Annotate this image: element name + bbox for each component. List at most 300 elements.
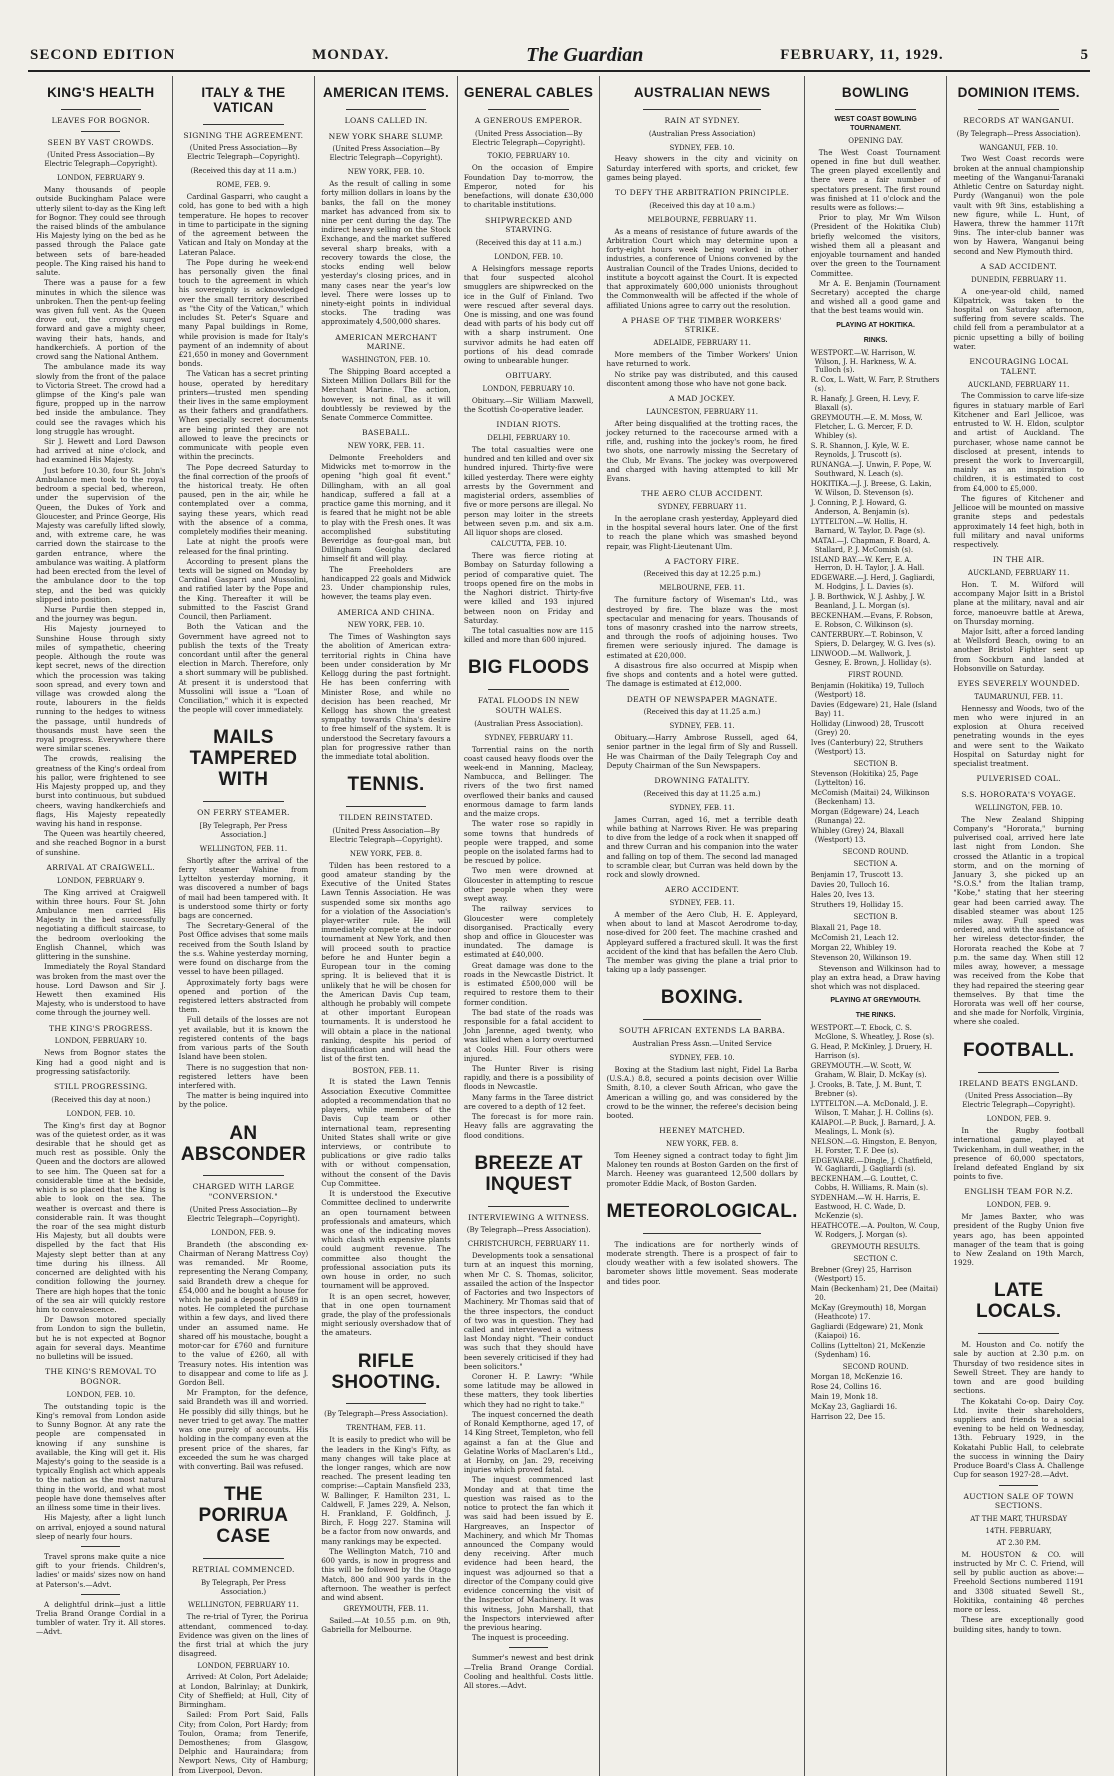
divider xyxy=(488,689,568,690)
paragraph: His Majesty journeyed to Sunshine House through sixty miles of sympathetic, cheering people. Although the route was kept secret, news of the direction which the procession was taking soon spread, and every town and village was crowded along the route, labourers in the fields running to the hedges to witness the passage, until hundreds of thousands must have seen the royal progress. Everywhere there were similar scenes. xyxy=(36,624,166,754)
headline: ITALY & THE VATICAN xyxy=(201,85,286,115)
credit-line: (United Press Association—By Electric Telegraph—Copyright). xyxy=(44,151,158,169)
paragraph: A one-year-old child, named Kilpatrick, was taken to the hospital on Saturday afternoon, suffering from severe scalds. The child fell from a perambulator at a picnic upsetting a billy of boiling water. xyxy=(953,286,1084,351)
rink-entry: J. B. Borthwick, W. J. Ashby, J. W. Beanland, J. L. Morgan (s). xyxy=(810,593,926,611)
column-1 xyxy=(30,76,173,1776)
paragraph: The King's first day at Bognor was of the quietest order, as it was desirable that he should get as much rest as possible. Only the Queen and the doctors are allowed to see him. The Queen sat for a considerable time at the bedside, which is so placed that the King is able to look on the sea. The weather is overcast and there is considerable rain. It was thought the roar of the sea might disturb His Majesty, but all doubts were dispelled by the fact that His Majesty slept better than at any time during his illness. All concerned are delighted with his condition following the journey. There are high hopes that the tonic of the sea air will quickly restore him to convalescence. xyxy=(36,1120,166,1314)
rink-entry: EDGEWARE.—J. Herd, J. Gagliardi, M. Hodgins, J. L. Davies (s). xyxy=(810,574,935,592)
credit-line: By Telegraph, Per Press Association.) xyxy=(200,1578,286,1596)
paragraph: Mr A. E. Benjamin (Tournament Secretary) accepted the charge and wished all a good game and that the best teams would win. xyxy=(810,278,941,316)
subheading: A GENEROUS EMPEROR. xyxy=(474,115,583,125)
paragraph: Developments took a sensational turn at an inquest this morning, when Mr C. S. Thomas, solicitor, assailed the action of the Inspector of Factories and two Inspectors of Machinery. Mr Thomas said that of the three inspectors, the conduct of two was in question. They had called and interviewed a witness last Monday night. "Their conduct was such that they should have been severely criticised if they had been solicitors." xyxy=(463,1251,594,1371)
rink-entry: ISLAND BAY.—W. Kerr, E. A. Herron, D. H. Taylor, J. A. Hall. xyxy=(810,555,925,573)
subheading: TILDEN REINSTATED. xyxy=(339,813,433,823)
subheading: INTERVIEWING A WITNESS. xyxy=(468,1212,590,1222)
subheading: THE AERO CLUB ACCIDENT. xyxy=(641,489,763,499)
rink-entry: S. R. Shannon, J. Kyle, W. E. Reynolds, J. Truscott (s). xyxy=(810,442,910,460)
rink-entry: WESTPORT.—T. Ebock, C. S. McGlone, S. Wheatley, J. Rose (s). xyxy=(810,1024,935,1042)
paragraph: The total casualties now are 115 killed and more than 600 injured. xyxy=(463,625,594,645)
paragraph: The inquest concerned the death of Ronald Kempthorne, aged 17, of 14 King Street, Templeton, who fell against a fan at the Glue and Gelatine Works of MacLaren's Ltd., at Hornby, on Jan. 29, receiving injuries which proved fatal. xyxy=(463,1409,594,1475)
dateline: NEW YORK, FEB. 10. xyxy=(347,168,425,177)
paragraph: The matter is being inquired into by the police. xyxy=(178,1091,309,1110)
subheading: AUCTION SALE OF TOWN SECTIONS. xyxy=(963,1491,1074,1511)
subheading: FATAL FLOODS IN NEW SOUTH WALES. xyxy=(477,696,580,715)
rink-entry: HOKITIKA.—J. J. Breese, G. Lakin, W. Wilson, D. Stevenson (s). xyxy=(810,479,932,497)
dateline: LONDON, FEBRUARY 9. xyxy=(56,174,145,183)
divider xyxy=(203,124,283,125)
paragraph: The Hunter River is rising rapidly, and there is a possibility of floods in Newcastle. xyxy=(463,1064,594,1092)
result-entry: McKay 23, Gagliardi 16. xyxy=(810,1403,898,1412)
credit-line: (United Press Association—By Electric Telegraph—Copyright). xyxy=(329,145,443,163)
edition-label: SECOND EDITION xyxy=(30,46,176,63)
paragraph: The water rose so rapidly in some towns that hundreds of people were trapped, and some people on the isolated farms had to be rescued by police. xyxy=(463,819,594,866)
result-entry: Rose 24, Collins 16. xyxy=(810,1383,882,1392)
dateline: GREYMOUTH, FEB. 11. xyxy=(343,1605,429,1614)
subheading: DROWNING FATALITY. xyxy=(654,776,750,786)
credit-line: [By Telegraph, Per Press Association.] xyxy=(199,821,288,839)
credit-line: (By Telegraph—Press Association). xyxy=(466,1226,591,1235)
dateline: WANGANUI, FEB. 10. xyxy=(979,143,1058,152)
paragraph: The New Zealand Shipping Company's "Hororata," burning pulverised coal, arrived here late last night from London. She crossed the Atlantic in a tropical storm, and on the morning of January 3, she picked up an "S.O.S." from the Italian tramp, "Kobe," stating that her steering gear had been carried away. The disabled steamer was about 125 miles away. Full speed was ordered, and with the assistance of her wireless detector-finder, the Hororata reached the Kobe at 7 p.m. the same day. When still 12 miles away, however, a message was received from the Kobe that they had repaired the steering gear themselves. By that time the Hororata was well off her course, and she made for Norfolk, Virginia, where she coaled. xyxy=(953,814,1084,1027)
rink-entry: J. Crooks, B. Tate, J. M. Bunt, T. Brebner (s). xyxy=(810,1080,922,1098)
paragraph: Mr Frampton, for the defence, said Brandeth was ill and worried. He possibly did silly things, but he never tried to get away. The matter was one purely of accounts. His holding in the company even at the present price of the shares, far exceeded the sum he was charged with converting. Bail was refused. xyxy=(178,1388,309,1471)
subheading: SECOND ROUND. xyxy=(842,1362,909,1371)
headline: RIFLE SHOOTING. xyxy=(331,1350,441,1393)
rink-entry: R. Hanafy, J. Green, H. Levy, F. Blaxall (s). xyxy=(810,395,920,413)
credit-line: (By Telegraph—Press Association). xyxy=(956,129,1081,138)
paragraph: A disastrous fire also occurred at Mispip when five shops and contents and a hotel were gutted. The damage is estimated at £12,000. xyxy=(606,660,798,689)
subheading: AT THE MART, THURSDAY xyxy=(970,1514,1068,1523)
dateline: DUNEDIN, FEBRUARY 11. xyxy=(970,275,1067,284)
paragraph: It is understood the Executive Committee declined to underwrite an open tournament between professionals and amateurs, which was one of the indicating moves which clash with expensive plants could augment revenue. The committee also thought the professional association puts its own house in order, no such tournament will be approved. xyxy=(321,1189,451,1291)
result-entry: Gagliardi (Edgeware) 21, Monk (Kaiapoi) 16. xyxy=(810,1322,923,1340)
subheading: SECOND ROUND. xyxy=(842,848,909,857)
subheading: IRELAND BEATS ENGLAND. xyxy=(959,1078,1079,1088)
subheading: CHARGED WITH LARGE "CONVERSION." xyxy=(192,1182,295,1202)
result-entry: McKay (Greymouth) 18, Morgan (Heathcote) 17. xyxy=(810,1303,927,1321)
paragraph: As a means of resistance of future awards of the Arbitration Court which may determine upon a forty-eight hours week being worked in other industries, a conference of Unions convened by the Australian Council of the Trades Unions, decided to institute a boycott against the Court. It is expected that approximately 600,000 unionists throughout the Commonwealth will be affected if the whole of affiliated Unions agree to carry out the resolution. xyxy=(606,226,798,310)
dateline: WELLINGTON, FEB. 10. xyxy=(975,803,1063,812)
rink-entry: RUNANGA.—J. Unwin, F. Pope, W. Southward, N. Leach (s). xyxy=(810,460,932,478)
rink-entry: EDGEWARE.—Dingle, J. Chatfield, W. Gagliardi, J. Gagliardi (s). xyxy=(810,1156,933,1174)
dateline: SYDNEY, FEB. 11. xyxy=(669,803,735,812)
paragraph: There was fierce rioting at Bombay on Saturday following a period of comparative quiet. The troops opened fire on the mobs in the Naghori district. Thirty-five were killed and 193 injured between noon on Friday and Saturday. xyxy=(463,551,594,625)
newspaper-title: The Guardian xyxy=(526,43,644,66)
received-note: (Received this day at 10 a.m.) xyxy=(649,201,755,210)
rink-entry: J. Conning, P. J. Howard, G. Anderson, A. Benjamin (s). xyxy=(810,498,910,516)
headline: BOWLING xyxy=(841,85,910,100)
dateline: AUCKLAND, FEBRUARY 11. xyxy=(968,568,1070,577)
subheading: A MAD JOCKEY. xyxy=(668,393,736,403)
subheading: RINKS. xyxy=(863,336,888,344)
dateline: SYDNEY, FEB. 11. xyxy=(669,722,735,731)
paragraph: It is stated the Lawn Tennis Association Executive Committee adopted a recommendation that no players, while members of the Davis Cup team or other international team, representing United States shall write or give interviews, or contribute to publications or give radio talks with or without compensation, without the consent of the Davis Cup Committee. xyxy=(321,1077,451,1188)
subheading: PULVERISED COAL. xyxy=(976,774,1061,784)
received-note: (Received this day at 12.25 p.m.) xyxy=(643,570,761,579)
dateline: WASHINGTON, FEB. 10. xyxy=(341,356,431,365)
paragraph: After being disqualified at the trotting races, the jockey returned to the racecourse armed with a rifle, and, rushing into the jockey's room, he fired two shots, one narrowly missing the Secretary of the Club, Mr Evans. The jockey was overpowered and charged with having attempted to kill Mr Evans. xyxy=(606,418,798,483)
paragraph: Coroner H. P. Lawry: "While some latitude may be allowed in these matters, they took liberties which they had no right to take." xyxy=(463,1372,594,1409)
paragraph: The railway services to Gloucester were completely disorganised. Practically every shop and office in Gloucester was inundated. The damage is estimated at £40,000. xyxy=(463,904,594,960)
paragraph: The inquest commenced last Monday and at that time the question was raised as to the notice to protect the fan which it was said had been issued by E. Hargreaves, an Inspector of Machinery, and which Mr Thomas announced the Company would deny receiving. After much evidence had been heard, the inquest was adjourned so that a director of the Company could give evidence concerning the visit of the Inspector of Machinery. It was this witness, John Marshall, that the Inspectors interviewed after the previous hearing. xyxy=(463,1475,594,1632)
paragraph: The figures of Kitchener and Jellicoe will be mounted on massive granite steps and pedestals approximately 14 feet high, both in full military and naval uniforms respectively. xyxy=(953,493,1084,549)
paragraph: According to present plans the texts will be signed on Monday by Cardinal Gasparri and Mussolini, and ratified later by the Pope and the King. Thereafter it will be submitted to the Fascist Grand Council, then Parliament. xyxy=(178,556,309,622)
rink-entry: BECKENHAM.—G. Louttet, C. Cobbs, H. Williams, R. Main (s). xyxy=(810,1175,929,1193)
paragraph: Approximately forty bags were opened and portion of the registered letters abstracted from them. xyxy=(178,977,309,1015)
subheading: WEST COAST BOWLING TOURNAMENT. xyxy=(834,115,917,132)
paragraph: The outstanding topic is the King's removal from London aside to Sunny Bognor. At any rate the people are compensated in knowing if any sunshine is available, the King will get it. His Majesty's going to the seaside is a typically English act which appeals to the nation as the most natural thing in the world, and what most people have done themselves after an illness some time in their lives. xyxy=(36,1401,166,1513)
subheading: 14TH. FEBRUARY, xyxy=(985,1526,1052,1535)
dateline: LONDON, FEB. 9. xyxy=(986,1201,1051,1210)
subheading: AMERICA AND CHINA. xyxy=(337,607,435,617)
dateline: SYDNEY, FEBRUARY 11. xyxy=(484,733,573,742)
paragraph: The Vatican has a secret printing house, operated by hereditary printers—trusted men spending their lives in the same employment as their fathers and grandfathers. When specially secret documents are being printed they are not allowed to leave the precincts or communicate with people even within the precincts. xyxy=(178,369,309,462)
headline: BIG FLOODS xyxy=(468,657,590,679)
paragraph: Obituary.—Harry Ambrose Russell, aged 64, senior partner in the legal firm of Sly and Russell. He was Chairman of the Daily Telegraph Coy and Deputy Chairman of the Sun Newspapers. xyxy=(606,733,798,770)
paragraph: The forecast is for more rain. Heavy falls are aggravating the flood conditions. xyxy=(463,1112,594,1140)
subheading: PLAYING AT HOKITIKA. xyxy=(836,321,915,329)
paragraph: More members of the Timber Workers' Union have returned to work. xyxy=(606,350,798,369)
dateline: SYDNEY, FEB. 11. xyxy=(669,898,735,907)
headline: GENERAL CABLES xyxy=(464,85,594,100)
paragraph: In the aeroplane crash yesterday, Appleyard died in the hospital several hours later. One of the first to reach the plane which was smashed beyond repair, was Flight-Lieutenant Ulm. xyxy=(606,513,798,551)
result-entry: Morgan 18, McKenzie 16. xyxy=(810,1373,903,1382)
paragraph: The ambulance made its way slowly from the front of the palace to Victoria Street. The crowd had a glimpse of the King's pale wan figure, propped up in the narrow bed inside the ambulance. They could see the ravages which his long struggle has wrought. xyxy=(36,362,166,436)
credit-line: (United Press Association—By Electric Telegraph—Copyright). xyxy=(186,144,300,162)
subheading: HEENEY MATCHED. xyxy=(659,1126,746,1136)
paragraph: Two West Coast records were broken at the annual championship meeting of the Wanganui-Taranaki Athletic Centre on Saturday night. Purdy (Wanganui) won the pole vault with 9ft 3ins, establishing a new figure, while L. Hunt, of Hawera, threw the hammer 117ft 9ins. The inter-club banner was won by Hawera, Wanganui being second and New Plymouth third. xyxy=(953,154,1084,256)
result-entry: Holliday (Linwood) 28, Truscott (Grey) 20. xyxy=(810,719,924,737)
subheading: A SAD ACCIDENT. xyxy=(980,261,1057,271)
paragraph: Stevenson and Wilkinson had to play an extra head, a Draw having shot which was not displaced. xyxy=(810,963,941,992)
divider xyxy=(81,1594,120,1595)
paragraph: It is an open secret, however, that in one open tournament grade, the play of the professionals might seriously overshadow that of the amateurs. xyxy=(321,1291,451,1338)
result-entry: Davies (Edgeware) 21, Hale (Island Bay) 11. xyxy=(810,700,937,718)
divider xyxy=(643,109,762,110)
dateline: SYDNEY, FEB. 10. xyxy=(669,1053,735,1062)
advertisement: Summer's newest and best drink—Trelia Brand Orange Cordial. Cooling and healthful. Costs little. All stores.—Advt. xyxy=(463,1653,594,1691)
credit-line: (By Telegraph—Press Association). xyxy=(324,1410,448,1419)
paragraph: In the Rugby football international game, played at Twickenham, in dull weather, in the presence of 60,000 spectators, Ireland defeated England by six points to five. xyxy=(953,1126,1084,1182)
dateline: LONDON, FEB. 10. xyxy=(66,1390,136,1399)
dateline: TRENTHAM, FEB. 11. xyxy=(346,1424,426,1433)
result-entry: Davies 20, Tulloch 16. xyxy=(810,880,890,889)
divider xyxy=(346,109,426,110)
masthead xyxy=(30,40,1088,70)
paragraph: Late at night the proofs were released for the final printing. xyxy=(178,537,309,556)
subheading: A FACTORY FIRE. xyxy=(664,556,740,566)
divider xyxy=(203,801,283,802)
paragraph: As the result of calling in some forty million dollars in loans by the banks, the fall on the money market has advanced from six to nine per cent during the day. The indirect heavy selling on the Stock Exchange, and the market suffered several sharp breaks, with a recovery towards the close, the stocks ending well below yesterday's closing prices, and in many cases near the year's low level. There were losses up to ninety-eight points in individual stocks. The trading was approximately 4,500,000 shares. xyxy=(321,179,451,327)
received-note: (Received this day at 11 a.m.) xyxy=(190,167,297,176)
subheading: BASEBALL. xyxy=(361,428,411,438)
issue-date: FEBRUARY, 11, 1929. xyxy=(780,46,944,63)
subheading: RAIN AT SYDNEY. xyxy=(664,115,740,125)
paragraph: The bad state of the roads was responsible for a fatal accident to John Jarenne, aged twenty, who was killed when a lorry overturned at Cooks Hill. Four others were injured. xyxy=(463,1007,594,1063)
received-note: (Received this day at 11.25 a.m.) xyxy=(643,708,761,717)
paragraph: Prior to play, Mr Wm Wilson (President of the Hokitika Club) briefly welcomed the visitors, wished them all a pleasant and enjoyable tournament and handed over the green to the Tournament Committee. xyxy=(810,213,941,278)
masthead-rule xyxy=(28,70,1090,72)
paragraph: Many thousands of people outside Buckingham Palace were utterly silent to-day as the King left for Bognor. They could see through the raised blinds of the ambulance His Majesty lying on the bed as he passed through the Palace gate between sets of bare-headed people. The King raised his hand to salute. xyxy=(36,185,166,278)
paragraph: The Kokatahi Co-op. Dairy Coy. Ltd. invite their shareholders, suppliers and friends to a social evening to be held on Wednesday, 13th. February 1929, in the Kokatahi Public Hall, to celebrate the success in winning the Dairy Produce Board's Class A. Challenge Cup for season 1927-28.—Advt. xyxy=(953,1396,1084,1480)
subheading: EYES SEVERELY WOUNDED. xyxy=(957,679,1080,689)
paragraph: Obituary.—Sir William Maxwell, the Scottish Co-operative leader. xyxy=(463,395,594,415)
subheading: SECTION B. xyxy=(853,759,898,768)
dateline: NEW YORK, FEB. 10. xyxy=(347,621,425,630)
paragraph: The Pope decreed Saturday to the final correction of the proofs of the historical treaty. He often paused, pen in the air, while he contemplated over a comma, saying these years, which read with the absence of a comma, completely modifies their meaning. xyxy=(178,462,309,537)
subheading: AT 2.30 P.M. xyxy=(996,1538,1041,1547)
paragraph: Immediately the Royal Standard was broken from the mast over the house. Lord Dawson and Sir J. Hewett then examined His Majesty, who is understood to have come through the journey well. xyxy=(36,962,166,1018)
rink-entry: WESTPORT.—W. Harrison, W. Wilson, J. H. Harkness, W. A. Tulloch (s). xyxy=(810,348,917,375)
paragraph: The indications are for northerly winds of moderate strength. There is a prospect of fair to cloudy weather with a few isolated showers. The barometer shows little movement. Seas moderate and tides poor. xyxy=(606,1239,798,1286)
subheading: S.S. HORORATA'S VOYAGE. xyxy=(961,789,1077,799)
dateline: SYDNEY, FEBRUARY 11. xyxy=(657,502,747,511)
result-entry: Morgan (Edgeware) 24, Leach (Runanga) 22. xyxy=(810,808,920,826)
paragraph: Delmonte Freeholders and Midwicks met to-morrow in the opening "high goal fit event." Dillingham, with an all goal handicap, suffered a fall at a practice game this morning, and it is feared that he might not be able to play with the Fresh ones. It was accomplished substituting Beveridge as four-goal man, but Dillingham Geoigha declared himself fit and will play. xyxy=(321,453,451,564)
dateline: LONDON, FEBRUARY 10. xyxy=(54,1037,147,1046)
rink-entry: G. Head, P. McKinley, J. Druery, H. Harrison (s). xyxy=(810,1043,933,1061)
rink-entry: KAIAPOI.—P. Buck, J. Barnard, J. A. Mealings, L. Monk (s). xyxy=(810,1118,936,1136)
paragraph: The furniture factory of Wiseman's Ltd., was destroyed by fire. The blaze was the most spectacular and menacing for years. Thousands of tons of masonry crashed into the narrow streets, and through the roofs of adjoining houses. Two firemen were seriously injured. The damage is estimated at £20,000. xyxy=(606,595,798,660)
paragraph: M. Houston and Co. notify the sale by auction at 2.30 p.m. on Thursday of two residence sites in Sewell Street. They are handy to town and are good building sections. xyxy=(953,1340,1084,1396)
dateline: ROME, FEB. 9. xyxy=(216,181,271,190)
rink-entry: GREYMOUTH.—E. M. Moss, W. Fletcher, L. G. Mercer, F. D. Whibley (s). xyxy=(810,414,923,441)
headline: MAILS TAMPERED WITH xyxy=(189,727,298,791)
divider xyxy=(978,1333,1059,1334)
headline: TENNIS. xyxy=(347,774,425,796)
rink-entry: NELSON.—G. Hingston, E. Benyon, H. Forster, T. F. Dee (s). xyxy=(810,1137,938,1155)
divider xyxy=(488,109,568,110)
dateline: AUCKLAND, FEBRUARY 11. xyxy=(968,380,1070,389)
result-entry: Harrison 22, Dee 15. xyxy=(810,1413,886,1422)
subheading: ARRIVAL AT CRAIGWELL. xyxy=(46,862,156,872)
dateline: NEW YORK, FEB. 8. xyxy=(349,849,423,858)
headline: AUSTRALIAN NEWS xyxy=(633,85,771,100)
divider xyxy=(509,1647,548,1648)
headline: KING'S HEALTH xyxy=(47,85,155,100)
paragraph: Dr Dawson motored specially from London to sign the bulletin, but he is not expected at Bognor again for several days. Meantime no bulletins will be issued. xyxy=(36,1315,166,1362)
subheading: OBITUARY. xyxy=(505,371,552,381)
paragraph: On the occasion of Empire Foundation Day to-morrow, the Emperor, noted for his benefactions, will donate £30,000 to charitable institutions. xyxy=(463,163,594,210)
paragraph: No strike pay was distributed, and this caused discontent among those who have not gone back. xyxy=(606,369,798,388)
dateline: LONDON, FEBRUARY 10. xyxy=(482,384,575,393)
divider xyxy=(999,1485,1038,1486)
headline: THE PORIRUA CASE xyxy=(198,1484,289,1547)
paragraph: Shortly after the arrival of the ferry steamer Wahine from Lyttelton yesterday morning, it was discovered a number of bags of mail had been tampered with. It is understood some thirty or forty bags are concerned. xyxy=(178,855,309,921)
column-3 xyxy=(315,76,458,1776)
paragraph: The Freeholders are handicapped 22 goals and Midwick 23. Under championship rules, however, the teams play even. xyxy=(321,564,451,602)
paragraph: Just before 10.30, four St. John's Ambulance men took to the royal bedroom a special bed, whereon, under the supervision of the Queen, the Dukes of York and Gloucester, and Prince George, His Majesty was carefully lifted slowly, and, with extreme care, he was carried down the staircase to the garden entrance, where the ambulance was waiting. A platform had been erected from the level of the ambulance door to the top step, and the bed was quickly slipped into position. xyxy=(36,465,166,604)
rink-entry: CANTERBURY.—T. Robinson, V. Spiers, D. Delargey, W. G. Ives (s). xyxy=(810,631,936,649)
paragraph: The West Coast Tournament opened in fine but dull weather. The green played excellently and there were a fair number of spectators present. The first round was finished at 11 o'clock and the results were as follows:— xyxy=(810,147,941,213)
paragraph: News from Bognor states the King had a good night and is progressing satisfactorily. xyxy=(36,1048,166,1076)
headline: DOMINION ITEMS. xyxy=(957,85,1080,100)
paragraph: Arrived: At Colon, Port Adelaide; at London, Balrinlay; at Dunkirk, City of Sheffield; at Hull, City of Birmingham. xyxy=(178,1672,309,1710)
paragraph: Torrential rains on the north coast caused heavy floods over the week-end in Manning, Macleay, Nambucca, and Bellinger. The rivers of the two first named overflowed their banks and caused enormous damage to farm lands and the maize crops. xyxy=(463,744,594,819)
subheading: AERO ACCIDENT. xyxy=(664,885,740,895)
subheading: PLAYING AT GREYMOUTH. xyxy=(830,997,921,1005)
subheading: ENGLISH TEAM FOR N.Z. xyxy=(964,1187,1074,1197)
paragraph: The Queen was heartily cheered, and she reached Bognor in a burst of sunshine. xyxy=(36,829,166,857)
subheading: RECORDS AT WANGANUI. xyxy=(963,115,1075,125)
dateline: WELLINGTON, FEBRUARY 11. xyxy=(188,1601,299,1610)
rink-entry: BECKENHAM.—Evans, F. Robson, E. Robson, C. Wilkinson (s). xyxy=(810,612,933,630)
paragraph: Mr James Baxter, who was president of the Rugby Union five years ago, has been appointed manager of the team that is going to New Zealand on 19th March, 1929. xyxy=(953,1212,1084,1268)
credit-line: (United Press Association—By Electric Telegraph—Copyright). xyxy=(329,826,443,844)
result-entry: Benjamin (Hokitika) 19, Tulloch (Westport) 18. xyxy=(810,681,925,699)
headline: METEOROLOGICAL. xyxy=(606,1200,798,1222)
weekday-label: MONDAY. xyxy=(312,46,390,63)
result-entry: McComish (Maitai) 24, Wilkinson (Beckenham) 13. xyxy=(810,789,930,807)
divider xyxy=(346,1403,426,1404)
paragraph: These are exceptionally good building sites, handy to town. xyxy=(953,1615,1084,1634)
dateline: BOSTON, FEB. 11. xyxy=(352,1066,420,1075)
paragraph: Major Isitt, after a forced landing at Wellsford Beach, owing to an another Bristol Fighter sent up from Sockburn and landed at Hobsonville on Saturday. xyxy=(953,626,1084,673)
paragraph: Two men were drowned at Gloucester in attempting to rescue other people when they were swept away. xyxy=(463,866,594,904)
paragraph: Hon. T. M. Wilford will accompany Major Isitt in a Bristol plane at the military, naval and air force, manoeuvre battle at Arewa, on Thursday morning. xyxy=(953,579,1084,626)
paragraph: The Shipping Board accepted a Sixteen Million Dollars Bill for the Merchant Marine. The action, however, is not final, as it will doubtlessly be reviewed by the Senate Commerce Committee. xyxy=(321,367,451,423)
headline: BREEZE AT INQUEST xyxy=(474,1152,583,1195)
paragraph: Tom Heeney signed a contract today to fight Jim Maloney ten rounds at Boston Garden on the first of March. Heeney was guaranteed 12,500 dollars by promoter Eddie Mack, of Boston Garden. xyxy=(606,1150,798,1188)
dateline: CHRISTCHURCH, FEBRUARY 11. xyxy=(467,1240,590,1249)
paragraph: A Helsingfors message reports that four suspected alcohol smugglers are shipwrecked on the ice in the Gulf of Finland. Two were rescued after several days. One is missing, and one was found dead with parts of his body cut off with a sharp instrument. One survivor admits he had eaten off portions of his dead comrade owing to unbearable hunger. xyxy=(463,263,594,366)
result-entry: Collins (Lyttelton) 21, McKenzie (Sydenham) 16. xyxy=(810,1341,926,1359)
subheading: DEATH OF NEWSPAPER MAGNATE. xyxy=(626,694,778,704)
column-2 xyxy=(173,76,316,1776)
result-entry: Main 19, Monk 18. xyxy=(810,1393,878,1402)
subheading: LOANS CALLED IN. xyxy=(344,115,428,125)
headline: FOOTBALL. xyxy=(962,1039,1075,1061)
dateline: NEW YORK, FEB. 11. xyxy=(347,442,425,451)
subheading: FIRST ROUND. xyxy=(847,670,904,679)
received-note: (Received this day at noon.) xyxy=(51,1095,151,1104)
divider xyxy=(81,1546,120,1547)
dateline: TAUMARUNUI, FEB. 11. xyxy=(974,692,1063,701)
divider xyxy=(488,1206,568,1207)
paragraph: The King arrived at Craigwell within three hours. Four St. John Ambulance men carried His Majesty in the bed successfully negotiating a difficult staircase, to the bedroom overlooking the English Channel, which was glittering in the sunshine. xyxy=(36,887,166,962)
subheading: THE RINKS. xyxy=(855,1012,896,1020)
paragraph: Heavy showers in the city and vicinity on Saturday interfered with sports, and cricket, few games being played. xyxy=(606,154,798,182)
divider xyxy=(61,109,141,110)
rink-entry: SYDENHAM.—W. H. Harris, E. Eastwood, H. C. Wade, D. McKenzie (s). xyxy=(810,1194,921,1221)
rink-entry: LYTTELTON.—A. McDonald, J. E. Wilson, T. Mahar, J. H. Collins (s). xyxy=(810,1099,934,1117)
divider xyxy=(203,1175,283,1176)
dateline: LONDON, FEB. 9. xyxy=(986,1115,1051,1124)
rink-entry: GREYMOUTH.—W. Scott, W. Graham, W. Blair, D. McKay (s). xyxy=(810,1061,927,1079)
page-number: 5 xyxy=(1080,46,1088,63)
subheading: ENCOURAGING LOCAL TALENT. xyxy=(969,357,1069,376)
subheading: STILL PROGRESSING. xyxy=(53,1081,148,1091)
credit-line: Australian Press Assn.—United Service xyxy=(632,1040,772,1049)
result-entry: Ives (Canterbury) 22, Struthers (Westport) 13. xyxy=(810,738,923,756)
column-6 xyxy=(805,76,948,1776)
paragraph: Cardinal Gasparri, who caught a cold, has gone to bed with a high temperature. He hopes to recover in time to participate in the signing of the agreement between the Vatican and Italy on Monday at the Lateran Palace. xyxy=(178,192,309,257)
dateline: DELHI, FEBRUARY 10. xyxy=(487,434,571,443)
column-5 xyxy=(600,76,804,1776)
paragraph: Many farms in the Taree district are covered to a depth of 12 feet. xyxy=(463,1092,594,1111)
divider xyxy=(835,109,915,110)
divider xyxy=(978,109,1059,110)
paragraph: Boxing at the Stadium last night, Fidel La Barba (U.S.A.) 8.8, secured a points decision over Willie Smith, 8.10, a clever South African, who gave the American a willing go, and was considered by the crowd to be the winner, the referee's decision being booted. xyxy=(606,1064,798,1121)
headline: AMERICAN ITEMS. xyxy=(323,85,450,100)
subheading: THE KING'S REMOVAL TO BOGNOR. xyxy=(45,1367,157,1386)
paragraph: It is easily to predict who will be the leaders in the King's Fifty, as many changes will take place at the longer ranges, which are now reached. The present leading ten comprise:—Captain Mansfield 233, W. Ballinger, F. Hamilton 231, L. Caldwell, F. James 229, A. Nelson, H. Frankland, F. Goldfinch, J. Birch, F. Hogg 227. Stamina will be a factor from now onwards, and many rankings may be expected. xyxy=(321,1435,451,1546)
result-entry: Hales 20, Ives 13. xyxy=(810,890,875,899)
rink-entry: HEATHCOTE.—A. Poulton, W. Coup, W. Rodgers, J. Morgan (s). xyxy=(810,1222,940,1240)
column-4 xyxy=(458,76,601,1776)
rink-entry: LYTTELTON.—W. Hollis, H. Barnard, W. Taylor, D. Page (s). xyxy=(810,517,926,535)
result-entry: Morgan 22, Whibley 19. xyxy=(810,943,897,952)
subheading: SIGNING THE AGREEMENT. xyxy=(183,130,304,140)
result-entry: Benjamin 17, Truscott 13. xyxy=(810,871,904,880)
received-note: (Received this day at 11 a.m.) xyxy=(475,238,582,247)
subheading: LEAVES FOR BOGNOR. xyxy=(51,115,150,125)
paragraph: James Curran, aged 16, met a terrible death while bathing at Narrows River. He was preparing to dive from the ledge of a rock when it snapped off and threw Curran and his companion into the water and falling on top of them. The second lad managed to scramble clear, but Curran was held down by the rock and slowly drowned. xyxy=(606,814,798,879)
divider xyxy=(643,1233,762,1234)
paragraph: His Majesty, after a light lunch on arrival, enjoyed a sound natural sleep of nearly four hours. xyxy=(36,1513,166,1541)
paragraph: The Pope during he week-end has personally given the final touch to the agreement in which his sovereignty is acknowledged over the small territory described as "the City of the Vatican," which includes St. Peter's Square and many Papal buildings in Rome, while provision is made for Italy's payment of an indemnity of about £21,650 in money and Government bonds. xyxy=(178,257,309,369)
result-entry: Main (Beckenham) 21, Dee (Maitai) 20. xyxy=(810,1284,938,1302)
paragraph: Great damage was done to the roads in the Newcastle District. It is estimated £500,000 will be required to restore them to their former condition. xyxy=(463,960,594,1007)
dateline: LONDON, FEB. 10. xyxy=(494,252,563,261)
divider xyxy=(346,806,426,807)
paragraph: The Times of Washington says the abolition of American extra-territorial rights in China have been under consideration by Mr Kellogg during the past fortnight. He has been conferring with Minister Rose, and while no decision has been reached, Mr Kellogg has shown the greatest sympathy towards China's desire to free himself of the system. It is understood the Secretary favours a plan for progressive rather than the immediate total abolition. xyxy=(321,632,451,762)
result-entry: Stevenson 20, Wilkinson 19. xyxy=(810,953,912,962)
divider xyxy=(978,1072,1059,1073)
subheading: GREYMOUTH RESULTS. xyxy=(831,1243,921,1252)
subheading: RETRIAL COMMENCED. xyxy=(192,1564,295,1574)
divider xyxy=(203,1558,283,1559)
result-entry: McComish 21, Leach 12. xyxy=(810,933,899,942)
paragraph: M. HOUSTON & CO. will instructed by Mr C. C. Friend, will sell by public auction as above:—Freehold Sections numbered 1191 and 3308 situated Sewell St., Hokitika, containing 48 perches more or less. xyxy=(953,1549,1084,1615)
paragraph: Hennessy and Woods, two of the men who were injured in an explosion at Ohura received penetrating wounds in the eyes and were sent to the Waikato Hospital on Saturday night for specialist treatment. xyxy=(953,703,1084,769)
subheading: SOUTH AFRICAN EXTENDS LA BARBA. xyxy=(619,1026,786,1036)
paragraph: There is no suggestion that non-registered letters have been interfered with. xyxy=(178,1062,309,1090)
subheading: SECTION B. xyxy=(853,912,898,921)
paragraph: There was a pause for a few minutes in which the silence was unbroken. Then the pent-up feeling was given full vent. As the Queen drove out, the crowd surged forward and gave a mighty cheer, waving their hats, hands, and handkerchiefs. A portion of the crowd sang the National Anthem. xyxy=(36,278,166,362)
rink-entry: LINWOOD.—M. Wallwork, J. Gesney, E. Brown, J. Holliday (s). xyxy=(810,650,932,667)
subheading: SECTION A. xyxy=(853,860,898,869)
dateline: ADELAIDE, FEBRUARY 11. xyxy=(653,339,751,348)
paragraph: The Secretary-General of the Post Office advises that some mails received from the South Island by the s.s. Wahine yesterday morning, were found on discharge from the vessel to have been pillaged. xyxy=(178,921,309,977)
paragraph: Sir J. Hewett and Lord Dawson had arrived at nine o'clock, and had examined His Majesty. xyxy=(36,437,166,465)
subheading: AMERICAN MERCHANT MARINE. xyxy=(335,332,437,352)
paragraph: Full details of the losses are not yet available, but it is known the registered contents of the bags from various parts of the South Island have been stolen. xyxy=(178,1015,309,1062)
headline: BOXING. xyxy=(660,987,744,1009)
headline: AN ABSCONDER xyxy=(180,1122,306,1165)
subheading: THE KING'S PROGRESS. xyxy=(49,1023,153,1033)
credit-line: (United Press Association—By Electric Telegraph—Copyright). xyxy=(962,1092,1076,1110)
result-entry: Struthers 19, Holliday 15. xyxy=(810,900,904,909)
paragraph: Tilden has been restored to a good amateur standing by the Executive of the United States Lawn Tennis Association. He was suspended some six months ago for a violation of the Association's player-writer rule. He will immediately compete at the indoor tournament at New York, and then will proceed south to practice before he and Hunter begin a European tour in the coming spring. It is believed that it is unlikely that he will be chosen for the American Davis Cup team, although he probably will compete at other important European tournaments. It is understood he will obtain a place in the national ranking, despite his period of disqualification and will head the list of the first ten. xyxy=(321,860,451,1064)
subheading: TO DEFY THE ARBITRATION PRINCIPLE. xyxy=(614,188,790,198)
dateline: TOKIO, FEBRUARY 10. xyxy=(487,152,570,161)
dateline: LONDON, FEB. 10. xyxy=(66,1109,136,1118)
dateline: CALCUTTA, FEB. 10. xyxy=(490,540,567,549)
subheading: SHIPWRECKED AND STARVING. xyxy=(485,215,573,235)
subheading: OPENING DAY. xyxy=(848,136,903,145)
dateline: LAUNCESTON, FEBRUARY 11. xyxy=(646,407,758,416)
paragraph: Both the Vatican and the Government have agreed not to publish the texts of the Treaty concordant until after the general election in March. Therefore, only a short summary will be published. At present it is understood that Mussolini will issue a "Loan of Conciliation," which it is expected the people will cover immediately. xyxy=(178,622,309,715)
paragraph: The inquest is proceeding. xyxy=(471,1633,569,1643)
paragraph: Sailed.—At 10.55 p.m. on 9th, Gabriella for Melbourne. xyxy=(321,1616,451,1635)
credit-line: (Australian Press Association) xyxy=(648,129,756,138)
dateline: MELBOURNE, FEBRUARY 11. xyxy=(647,215,757,224)
dateline: WELLINGTON, FEB. 11. xyxy=(199,844,288,853)
paragraph: Brandeth (the absconding ex-Chairman of Nerang Mattress Coy) was remanded. Mr Roome, representing the Nerang Company, said Brandeth drew a cheque for £54,000 and he bought a house for which he paid a deposit of £589 in notes. He completed the purchase within a few days, and lived there under an assumed name. He shared off his moustache, bought a motor-car for £760 and furniture to the value of £260, all with Treasury notes. His intention was to disappear and come to life as J. Gordon Bell. xyxy=(178,1239,309,1387)
result-entry: Whibley (Grey) 24, Blaxall (Westport) 13. xyxy=(810,827,904,845)
result-entry: Stevenson (Hokitika) 25, Page (Lyttelton) 16. xyxy=(810,770,919,788)
